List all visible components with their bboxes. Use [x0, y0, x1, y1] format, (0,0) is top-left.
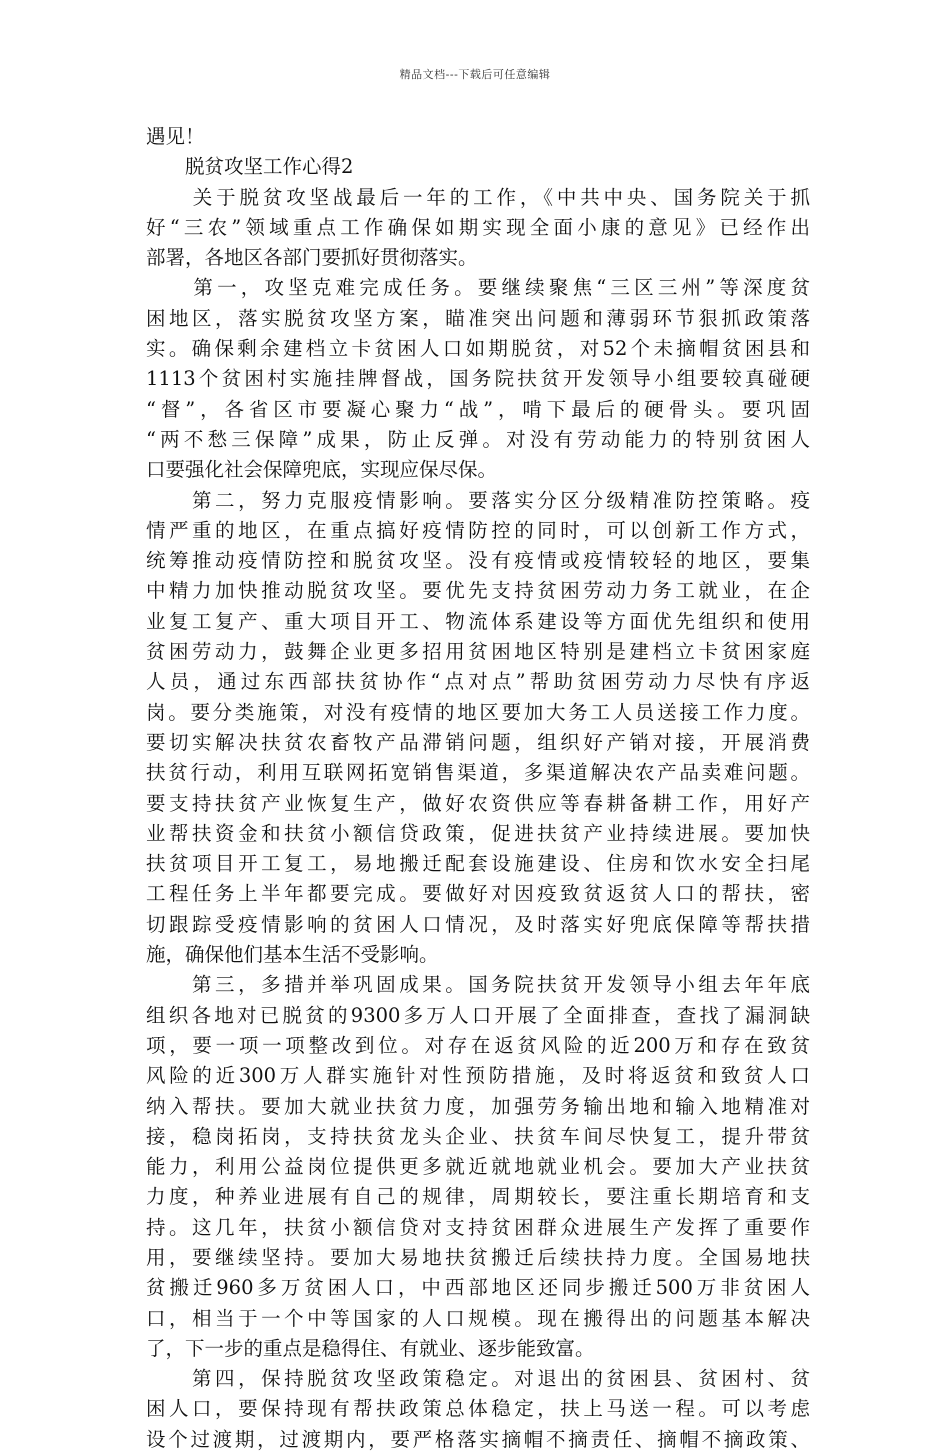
text-line: “督”，各省区市要凝心聚力“战”，啃下最后的硬骨头。要巩固 [146, 397, 810, 421]
text-line: 好“三农”领域重点工作确保如期实现全面小康的意见》已经作出 [146, 215, 810, 239]
text-line: 第二，努力克服疫情影响。要落实分区分级精准防控策略。疫 [146, 488, 810, 512]
page-header: 精品文档---下载后可任意编辑 [399, 68, 551, 81]
text-line: “两不愁三保障”成果，防止反弹。对没有劳动能力的特别贫困人 [146, 427, 810, 451]
text-line: 统筹推动疫情防控和脱贫攻坚。没有疫情或疫情较轻的地区，要集 [146, 549, 810, 573]
text-line: 第一，攻坚克难完成任务。要继续聚焦“三区三州”等深度贫 [146, 276, 810, 300]
text-line: 设个过渡期，过渡期内，要严格落实摘帽不摘责任、摘帽不摘政策、 [146, 1427, 810, 1451]
text-line: 扶贫行动，利用互联网拓宽销售渠道，多渠道解决农产品卖难问题。 [146, 761, 810, 785]
text-line: 工程任务上半年都要完成。要做好对因疫致贫返贫人口的帮扶，密 [146, 882, 810, 906]
text-line: 困地区，落实脱贫攻坚方案，瞄准突出问题和薄弱环节狠抓政策落 [146, 306, 810, 330]
text-line: 脱贫攻坚工作心得2 [146, 155, 354, 179]
text-line: 切跟踪受疫情影响的贫困人口情况，及时落实好兜底保障等帮扶措 [146, 912, 810, 936]
text-line: 组织各地对已脱贫的9300多万人口开展了全面排查，查找了漏洞缺 [146, 1003, 810, 1027]
text-line: 能力，利用公益岗位提供更多就近就地就业机会。要加大产业扶贫 [146, 1155, 810, 1179]
text-line: 项，要一项一项整改到位。对存在返贫风险的近200万和存在致贫 [146, 1033, 810, 1057]
text-line: 贫搬迁960多万贫困人口，中西部地区还同步搬迁500万非贫困人 [146, 1276, 810, 1300]
text-line: 口，相当于一个中等国家的人口规模。现在搬得出的问题基本解决 [146, 1306, 810, 1330]
text-line: 业复工复产、重大项目开工、物流体系建设等方面优先组织和使用 [146, 609, 810, 633]
document-body [146, 122, 810, 1455]
text-line: 遇见！ [146, 125, 205, 148]
text-line: 情严重的地区，在重点搞好疫情防控的同时，可以创新工作方式， [146, 518, 810, 542]
text-line: 要支持扶贫产业恢复生产，做好农资供应等春耕备耕工作，用好产 [146, 791, 810, 815]
text-line: 纳入帮扶。要加大就业扶贫力度，加强劳务输出地和输入地精准对 [146, 1094, 810, 1118]
text-line: 业帮扶资金和扶贫小额信贷政策，促进扶贫产业持续进展。要加快 [146, 821, 810, 845]
text-line: 人员，通过东西部扶贫协作“点对点”帮助贫困劳动力尽快有序返 [146, 670, 810, 694]
text-line: 口要强化社会保障兜底，实现应保尽保。 [146, 458, 498, 482]
text-line: 了，下一步的重点是稳得住、有就业、逐步能致富。 [146, 1336, 595, 1360]
text-line: 部署，各地区各部门要抓好贯彻落实。 [146, 246, 478, 270]
text-line: 用，要继续坚持。要加大易地扶贫搬迁后续扶持力度。全国易地扶 [146, 1245, 810, 1269]
text-line: 力度，种养业进展有自己的规律，周期较长，要注重长期培育和支 [146, 1185, 810, 1209]
text-line: 扶贫项目开工复工，易地搬迁配套设施建设、住房和饮水安全扫尾 [146, 852, 810, 876]
text-line: 困人口，要保持现有帮扶政策总体稳定，扶上马送一程。可以考虑 [146, 1397, 810, 1421]
text-line: 1113个贫困村实施挂牌督战，国务院扶贫开发领导小组要较真碰硬 [146, 367, 810, 391]
text-line: 施，确保他们基本生活不受影响。 [146, 943, 439, 967]
text-line: 岗。要分类施策，对没有疫情的地区要加大务工人员送接工作力度。 [146, 700, 810, 724]
text-line: 持。这几年，扶贫小额信贷对支持贫困群众进展生产发挥了重要作 [146, 1215, 810, 1239]
text-line: 要切实解决扶贫农畜牧产品滞销问题，组织好产销对接，开展消费 [146, 730, 810, 754]
text-line: 实。确保剩余建档立卡贫困人口如期脱贫，对52个未摘帽贫困县和 [146, 337, 810, 361]
text-line: 第三，多措并举巩固成果。国务院扶贫开发领导小组去年年底 [146, 973, 810, 997]
text-line: 贫困劳动力，鼓舞企业更多招用贫困地区特别是建档立卡贫困家庭 [146, 640, 810, 664]
text-line: 中精力加快推动脱贫攻坚。要优先支持贫困劳动力务工就业，在企 [146, 579, 810, 603]
text-line: 关于脱贫攻坚战最后一年的工作，《中共中央、国务院关于抓 [146, 185, 810, 209]
text-line: 第四，保持脱贫攻坚政策稳定。对退出的贫困县、贫困村、贫 [146, 1367, 810, 1391]
text-line: 接，稳岗拓岗，支持扶贫龙头企业、扶贫车间尽快复工，提升带贫 [146, 1124, 810, 1148]
text-line: 风险的近300万人群实施针对性预防措施，及时将返贫和致贫人口 [146, 1064, 810, 1088]
